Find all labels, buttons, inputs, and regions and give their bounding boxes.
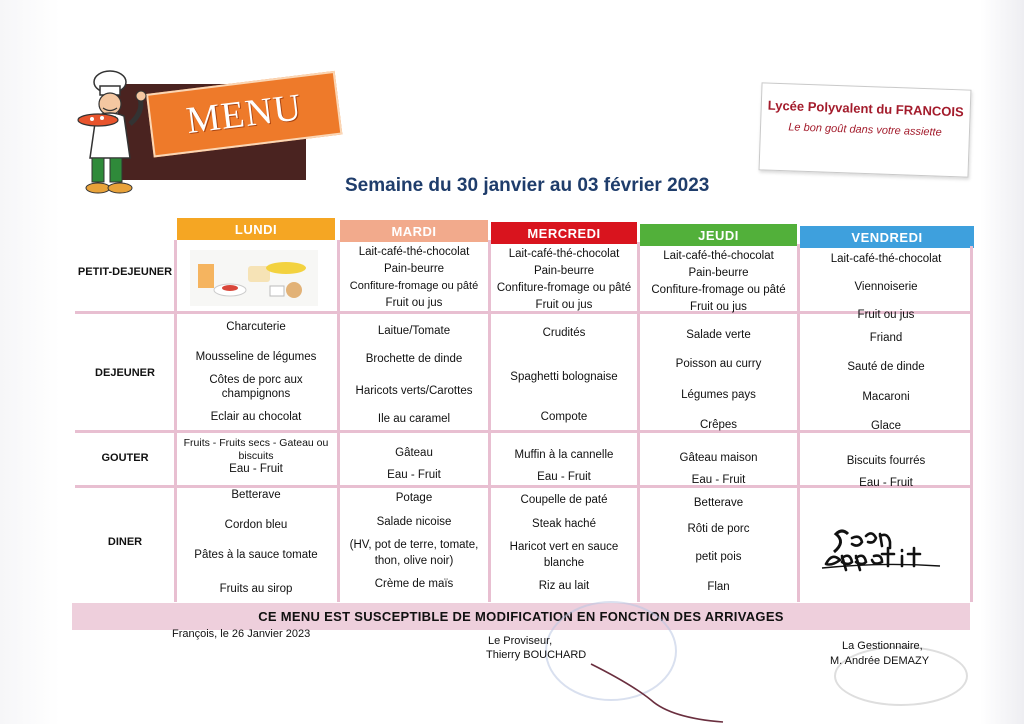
menu-item: Spaghetti bolognaise (510, 371, 618, 383)
menu-item: Crème de maïs (374, 578, 454, 590)
menu-item: Muffin à la cannelle (514, 449, 614, 461)
cell-diner-lundi (177, 488, 335, 596)
menu-item: Eau - Fruit (537, 471, 591, 483)
menu-item: Compote (540, 411, 588, 423)
menu-item: Salade nicoise (376, 516, 452, 528)
menu-item: Mousseline de légumes (195, 351, 317, 363)
bon-appetit-lettering-icon (818, 524, 942, 572)
row-label-diner: DINER (107, 536, 143, 548)
menu-item: Lait-café-thé-chocolat (663, 250, 774, 262)
menu-item: Crêpes (699, 419, 738, 431)
menu-item: Gâteau (395, 447, 433, 459)
cell-dejeuner-mardi (340, 324, 488, 426)
day-header-mercredi: MERCREDI (491, 222, 637, 244)
menu-item: Lait-café-thé-chocolat (830, 253, 942, 265)
school-name: Lycée Polyvalent du FRANCOIS (767, 97, 964, 120)
menu-item: Pain-beurre (533, 265, 595, 277)
menu-item: Lait-café-thé-chocolat (508, 248, 620, 260)
signature-icon (583, 654, 733, 724)
menu-item: Brochette de dinde (365, 353, 463, 365)
cell-petit-dejeuner-mardi (340, 244, 488, 312)
menu-item: Friand (869, 332, 903, 344)
menu-item: Eau - Fruit (387, 469, 441, 481)
chef-illustration-icon (70, 68, 180, 198)
menu-item: Biscuits fourrés (846, 455, 926, 467)
cell-dejeuner-lundi (177, 320, 335, 424)
cell-dejeuner-vendredi (800, 331, 972, 433)
cell-petit-dejeuner-jeudi (640, 248, 797, 316)
menu-item: Salade verte (686, 329, 751, 341)
breakfast-photo-icon (190, 250, 318, 306)
day-header-mardi: MARDI (340, 220, 488, 242)
day-header-jeudi: JEUDI (640, 224, 797, 246)
modification-notice: CE MENU EST SUSCEPTIBLE DE MODIFICATION EN FONCTION DES ARRIVAGES (258, 609, 784, 624)
menu-item: Lait-café-thé-chocolat (358, 246, 470, 258)
menu-item: Pain-beurre (688, 267, 749, 279)
menu-item: Crudités (542, 327, 586, 339)
menu-banner-label: MENU (184, 86, 305, 143)
cell-gouter-mardi (340, 446, 488, 482)
menu-item: Légumes pays (681, 389, 756, 401)
menu-item: Potage (395, 492, 433, 504)
menu-item: Betterave (231, 489, 281, 501)
day-header-lundi: LUNDI (177, 218, 335, 240)
school-card (759, 82, 972, 177)
menu-item: Eau - Fruit (859, 477, 913, 489)
school-slogan: Le bon goût dans votre assiette (788, 121, 942, 139)
row-label-dejeuner: DEJEUNER (95, 367, 155, 379)
menu-item: Eau - Fruit (229, 463, 283, 475)
menu-item: Laitue/Tomate (377, 325, 451, 337)
menu-item: Charcuterie (226, 321, 286, 333)
menu-item: Ile au caramel (377, 413, 451, 425)
cell-petit-dejeuner-vendredi (800, 252, 972, 322)
menu-item: Steak haché (532, 518, 596, 530)
menu-item: Viennoiserie (854, 281, 918, 293)
menu-item: Eclair au chocolat (210, 411, 302, 423)
menu-item: Confiture-fromage ou pâté (349, 280, 479, 292)
menu-item: Haricots verts/Carottes (355, 385, 473, 397)
proviseur-title: Le Proviseur, (488, 635, 553, 647)
menu-item: Sauté de dinde (847, 361, 925, 373)
menu-item: Confiture-fromage ou pâté (651, 284, 786, 296)
day-header-vendredi: VENDREDI (800, 226, 974, 248)
menu-item: Pain-beurre (383, 263, 445, 275)
cell-diner-mercredi (490, 493, 638, 593)
menu-item: Fruit ou jus (857, 309, 915, 321)
menu-item: Fruit ou jus (690, 301, 747, 313)
menu-item: Haricot vert en sauce blanche (509, 541, 619, 569)
cell-diner-mardi (340, 491, 488, 591)
menu-item: Cordon bleu (224, 519, 288, 531)
menu-item: Fruits - Fruits secs - Gateau ou biscuits (183, 437, 329, 462)
place-date: François, le 26 Janvier 2023 (172, 628, 311, 640)
menu-item: Riz au lait (538, 580, 590, 592)
menu-item: Macaroni (862, 391, 910, 403)
menu-item: Betterave (693, 497, 744, 509)
cell-petit-dejeuner-mercredi (490, 246, 638, 314)
menu-item: Rôti de porc (687, 523, 750, 535)
gestionnaire-title: La Gestionnaire, (842, 640, 923, 652)
cell-dejeuner-mercredi (490, 326, 638, 424)
row-label-gouter: GOUTER (101, 452, 149, 464)
menu-item: Coupelle de paté (520, 494, 608, 506)
menu-item: Fruit ou jus (535, 299, 593, 311)
menu-item: Pâtes à la sauce tomate (194, 549, 318, 561)
menu-item: Confiture-fromage ou pâté (496, 282, 632, 294)
cell-gouter-lundi (177, 437, 335, 476)
menu-item: Glace (870, 420, 902, 432)
menu-item: Gâteau maison (679, 452, 758, 464)
menu-item: petit pois (695, 551, 742, 563)
proviseur-name: Thierry BOUCHARD (486, 649, 587, 661)
menu-item: (HV, pot de terre, tomate, thon, olive noir) (349, 539, 479, 567)
cell-dejeuner-jeudi (640, 328, 797, 432)
cell-gouter-vendredi (800, 454, 972, 490)
menu-item: Fruit ou jus (385, 297, 443, 309)
menu-item: Flan (707, 581, 730, 593)
menu-item: Fruits au sirop (219, 583, 293, 595)
menu-item: Poisson au curry (675, 358, 762, 370)
row-label-petit-dejeuner: PETIT-DEJEUNER (77, 266, 173, 278)
cell-diner-jeudi (640, 496, 797, 594)
week-title: Semaine du 30 janvier au 03 février 2023 (345, 175, 710, 196)
gestionnaire-name: M. Andrée DEMAZY (830, 655, 930, 667)
cell-gouter-mercredi (490, 448, 638, 484)
cell-gouter-jeudi (640, 451, 797, 487)
menu-item: Eau - Fruit (691, 474, 746, 486)
menu-item: Côtes de porc aux champignons (209, 374, 303, 400)
